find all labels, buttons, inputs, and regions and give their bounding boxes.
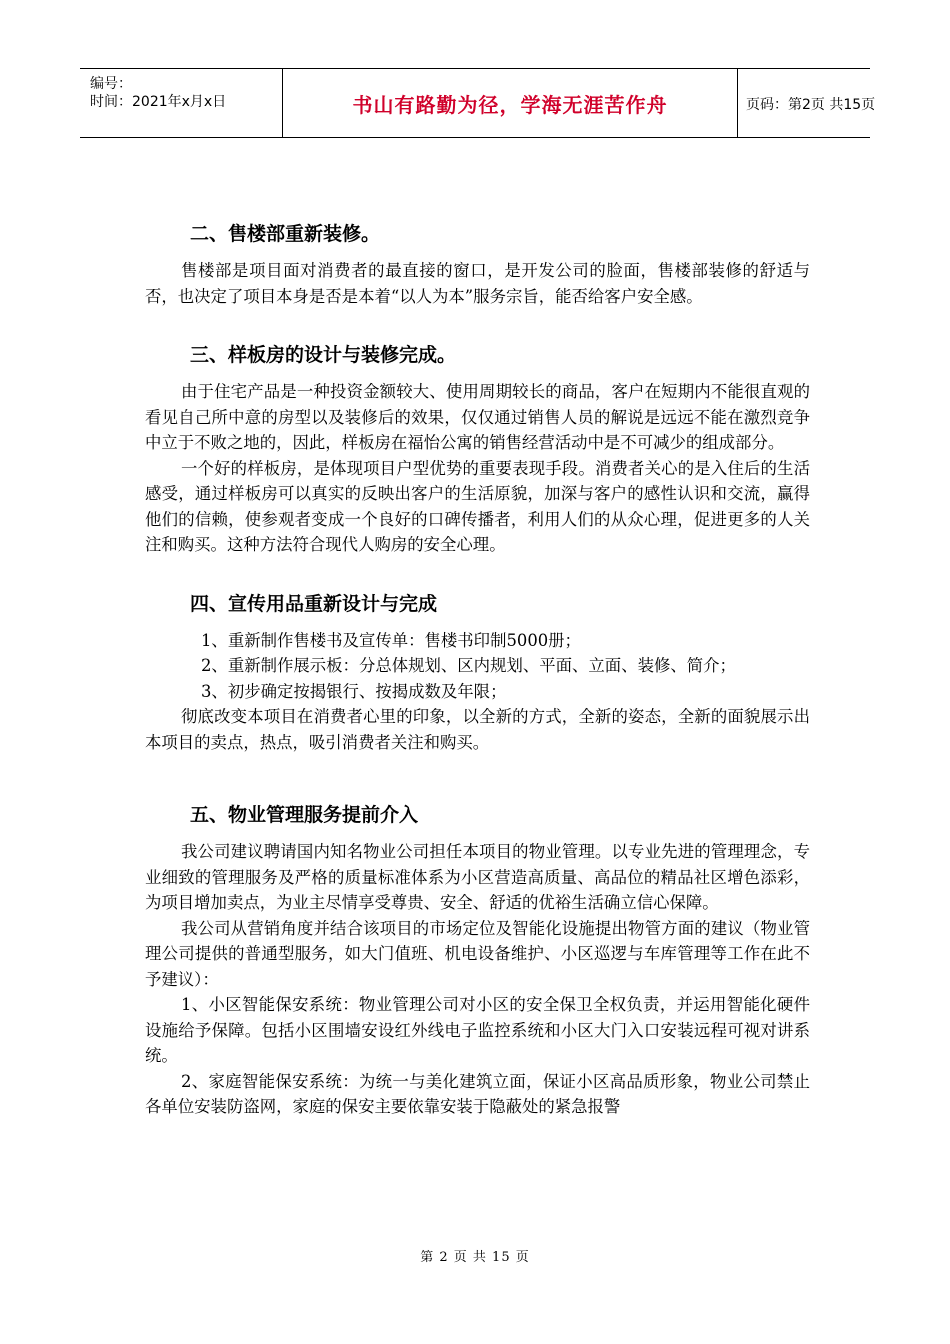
section-4-title: 四、宣传用品重新设计与完成 — [190, 592, 438, 615]
section-4-paragraph-1: 彻底改变本项目在消费者心里的印象，以全新的方式，全新的姿态，全新的面貌展示出本项目的卖点，热点，吸引消费者关注和购买。 — [145, 707, 810, 752]
header-left-cell — [80, 69, 280, 137]
header-page-cell — [738, 69, 876, 137]
page-header — [80, 68, 876, 138]
section-3-paragraph-2: 一个好的样板房，是体现项目户型优势的重要表现手段。消费者关心的是入住后的生活感受，通过样板房可以真实的反映出客户的生活原貌，加深与客户的感性认识和交流，赢得他们的信赖，使参观者变成一个良好的口碑传播者，利用人们的从众心理，促进更多的人关注和购买。这种方法符合现代人购房的安全心理。 — [145, 458, 810, 554]
page-footer: 第 2 页 共 15 页 — [420, 1250, 530, 1265]
section-2-paragraph-1: 售楼部是项目面对消费者的最直接的窗口，是开发公司的脸面，售楼部装修的舒适与否，也决定了项目本身是否是本着“以人为本”服务宗旨，能否给客户安全感。 — [145, 261, 810, 306]
section-4-item-2: 2、重新制作展示板：分总体规划、区内规划、平面、立面、装修、简介； — [201, 656, 736, 675]
page-info: 页码：第2页 共15页 — [746, 97, 876, 113]
number-label: 编号： — [90, 76, 132, 92]
document-body — [145, 218, 810, 1120]
time-label: 时间：2021年x月x日 — [90, 94, 227, 110]
section-4-item-3: 3、初步确定按揭银行、按揭成数及年限； — [201, 681, 507, 701]
motto-text: 书山有路勤为径，学海无涯苦作舟 — [352, 93, 668, 117]
section-3-paragraph-1: 由于住宅产品是一种投资金额较大、使用周期较长的商品，客户在短期内不能很直观的看见自己所中意的房型以及装修后的效果，仅仅通过销售人员的解说是远远不能在激烈竞争中立于不败之地的，因此，样板房在福怡公寓的销售经营活动中是不可减少的组成部分。 — [145, 382, 810, 452]
section-2-title: 二、售楼部重新装修。 — [190, 223, 381, 245]
section-5-paragraph-4: 2、家庭智能保安系统：为统一与美化建筑立面，保证小区高品质形象，物业公司禁止各单位安装防盗网，家庭的保安主要依靠安装于隐蔽处的紧急报警 — [145, 1071, 810, 1116]
section-5-paragraph-3: 1、小区智能保安系统：物业管理公司对小区的安全保卫全权负责，并运用智能化硬件设施给予保障。包括小区围墙安设红外线电子监控系统和小区大门入口安装远程可视对讲系统。 — [145, 995, 810, 1065]
section-5-paragraph-2: 我公司从营销角度并结合该项目的市场定位及智能化设施提出物管方面的建议（物业管理公司提供的普通型服务，如大门值班、机电设备维护、小区巡逻与车库管理等工作在此不予建议）： — [145, 918, 810, 989]
section-3-title: 三、样板房的设计与装修完成。 — [190, 344, 457, 366]
section-5-paragraph-1: 我公司建议聘请国内知名物业公司担任本项目的物业管理。以专业先进的管理理念，专业细致的管理服务及严格的质量标准体系为小区营造高质量、高品位的精品社区增色添彩，为项目增加卖点，为业主尽情享受尊贵、安全、舒适的优裕生活确立信心保障。 — [145, 842, 810, 912]
header-motto-cell — [282, 69, 738, 137]
section-4-item-1: 1、重新制作售楼书及宣传单：售楼书印制5000册； — [201, 630, 581, 650]
section-5-title: 五、物业管理服务提前介入 — [190, 804, 419, 826]
